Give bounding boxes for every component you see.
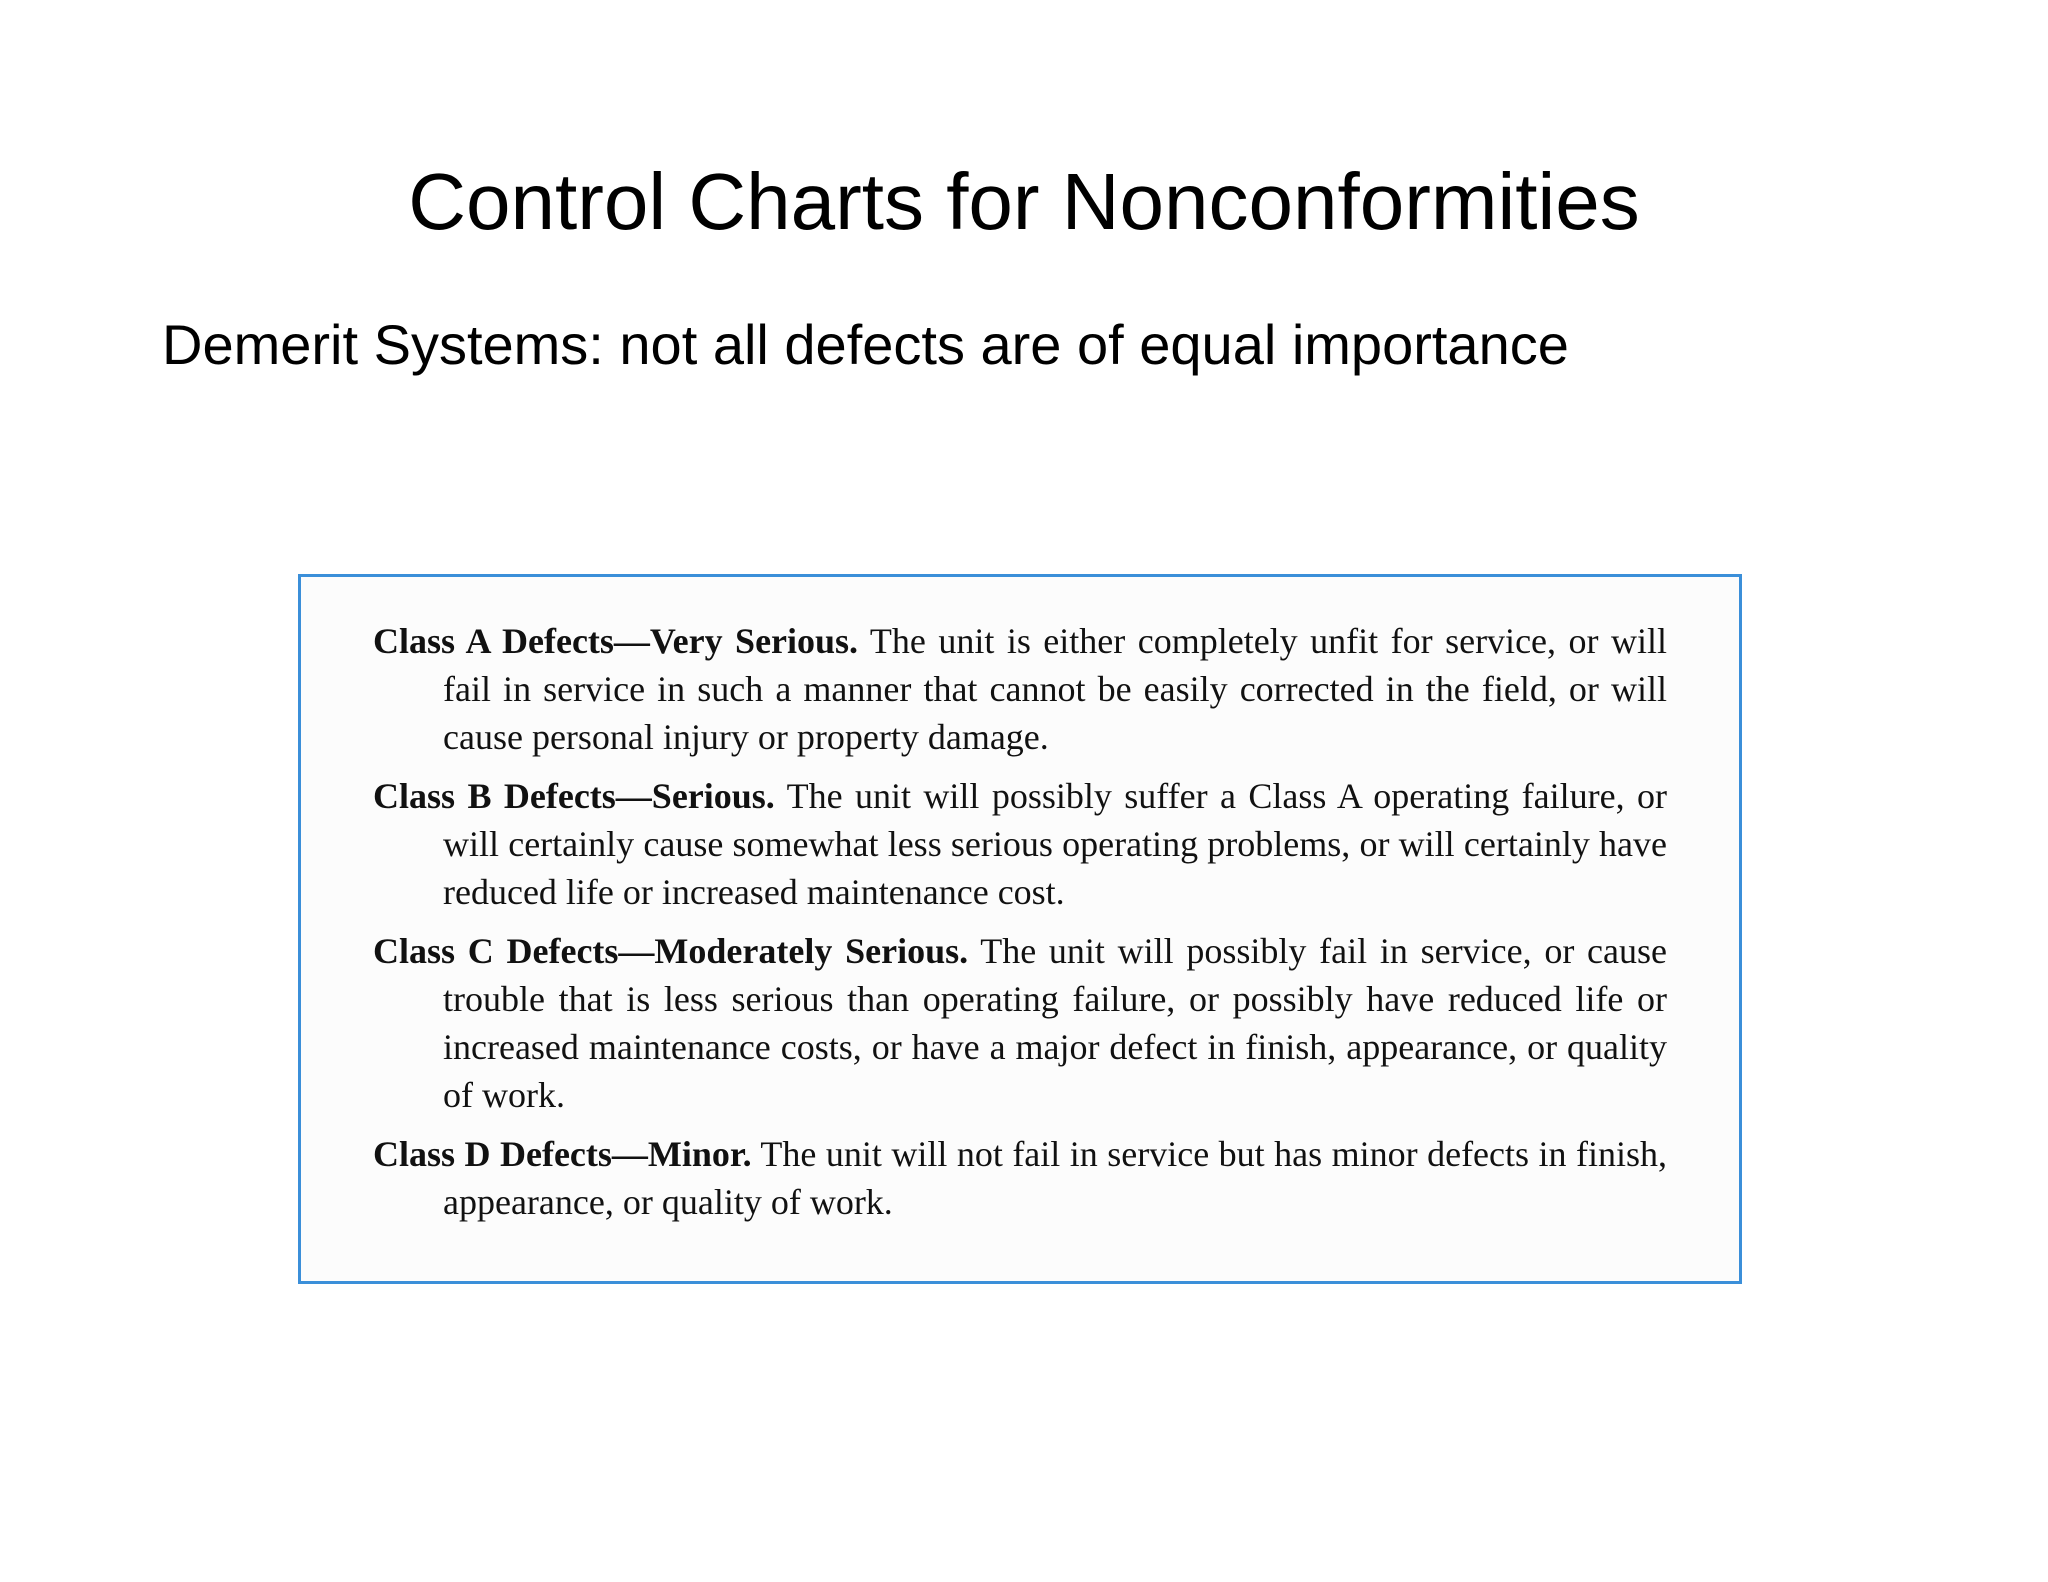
defect-class-b-heading: Class B Defects—Serious.: [373, 776, 775, 816]
slide-title: Control Charts for Nonconformities: [408, 157, 1640, 246]
defect-class-c: [373, 927, 1667, 1119]
defect-class-a-heading: Class A Defects—Very Serious.: [373, 621, 859, 661]
defect-classes-box: [298, 574, 1742, 1284]
defect-class-b: [373, 772, 1667, 916]
defect-class-d-heading: Class D Defects—Minor.: [373, 1134, 752, 1174]
slide-subtitle: Demerit Systems: not all defects are of equal importance: [162, 313, 1569, 376]
defect-class-c-heading: Class C Defects—Moderately Serious.: [373, 931, 969, 971]
defect-class-a: [373, 617, 1667, 761]
defect-class-b-text: The unit will possibly suffer a Class A operating failure, or will certainly cause somewhat less serious operating problems, or will certainly have reduced life or increased maintenance cost.: [443, 776, 1667, 912]
defect-class-c-text: The unit will possibly fail in service, or cause trouble that is less serious than operating failure, or possibly have reduced life or increased maintenance costs, or have a major defect in finish, appearance, or quality of work.: [443, 931, 1667, 1115]
defect-class-d: [373, 1130, 1667, 1226]
defect-class-d-text: The unit will not fail in service but has minor defects in finish, appearance, or quality of work.: [443, 1134, 1667, 1222]
defect-class-a-text: The unit is either completely unfit for service, or will fail in service in such a manner that cannot be easily corrected in the field, or will cause personal injury or property damage.: [443, 621, 1667, 757]
